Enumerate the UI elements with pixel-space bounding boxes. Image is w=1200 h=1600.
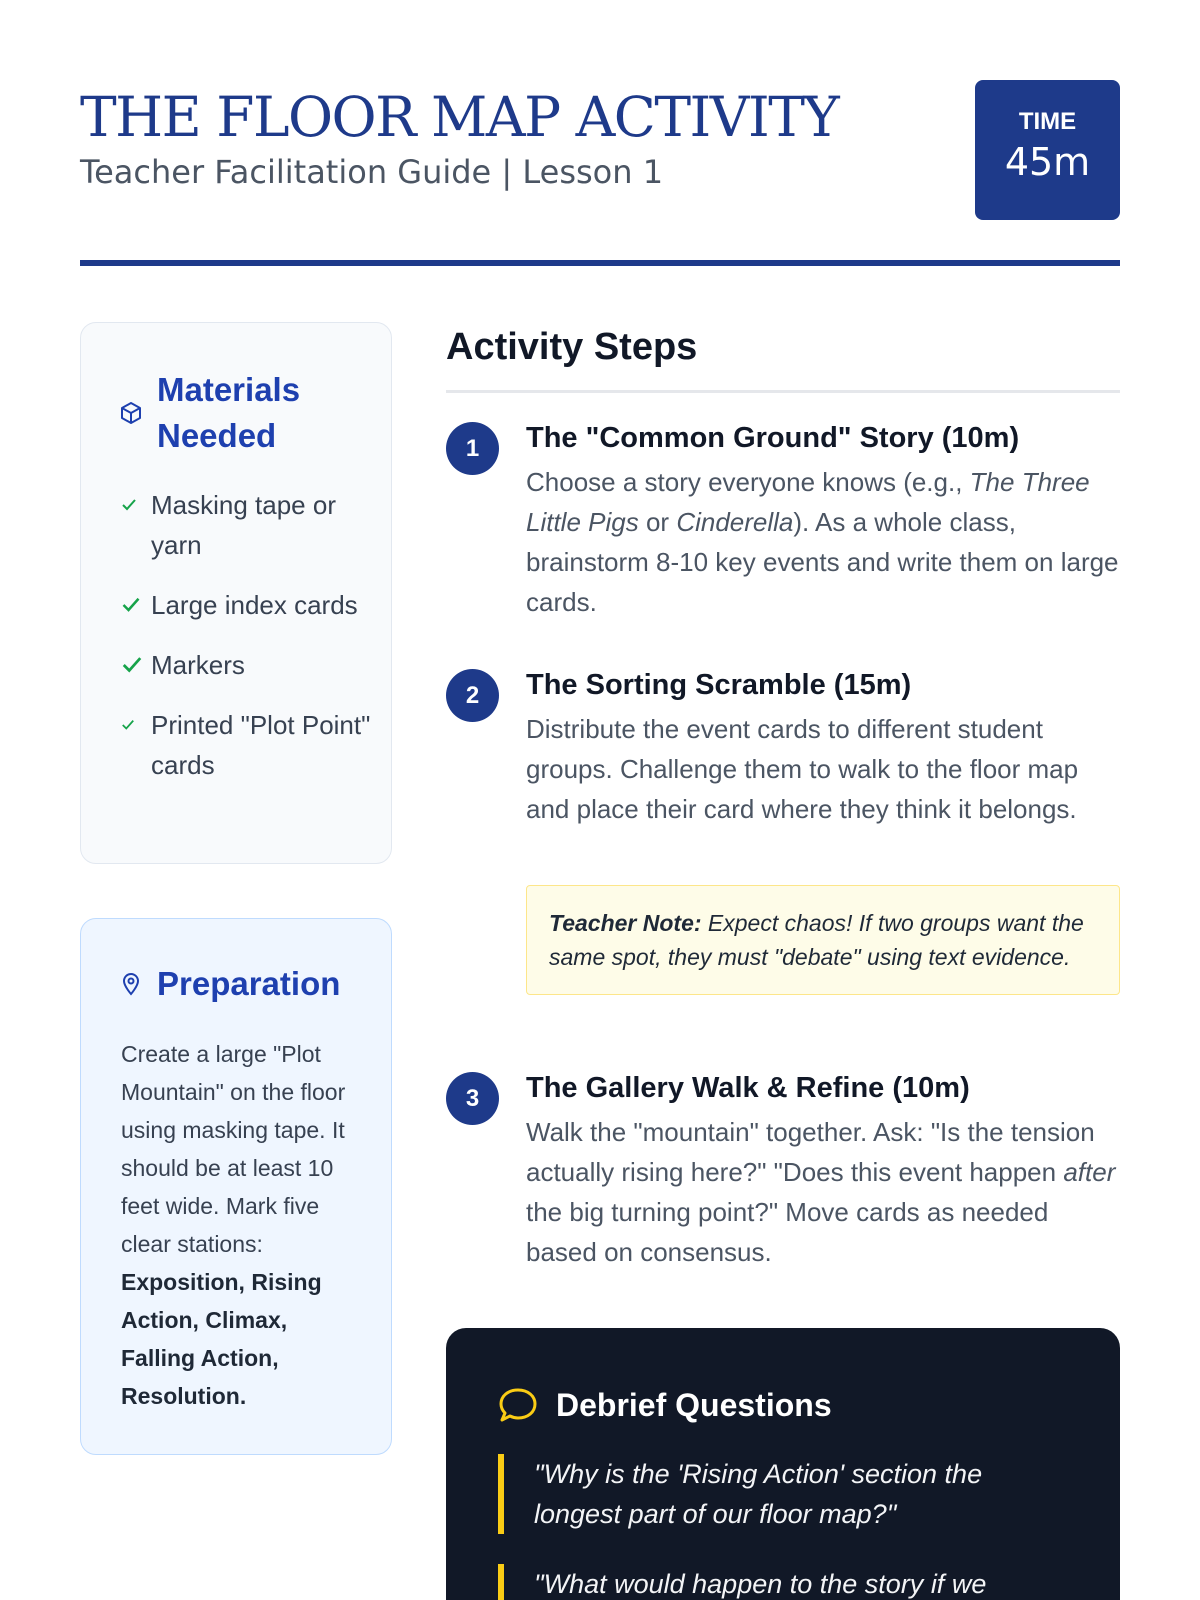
page-subtitle: Teacher Facilitation Guide | Lesson 1: [80, 153, 664, 191]
material-label: Printed "Plot Point" cards: [151, 710, 371, 780]
debrief-card: [446, 1328, 1120, 1600]
material-label: Large index cards: [151, 590, 358, 620]
material-label: Markers: [151, 650, 245, 680]
preparation-heading: [119, 961, 340, 1007]
desc-part: Walk the "mountain" together. Ask: "Is the tension actually rising here?" "Does this event happen: [526, 1117, 1095, 1187]
step-number: 2: [446, 669, 499, 722]
desc-part: Choose a story everyone knows (e.g.,: [526, 467, 970, 497]
check-icon: [121, 654, 143, 676]
preparation-card: [80, 918, 392, 1455]
check-icon: [121, 497, 137, 513]
list-item: [121, 705, 371, 785]
desc-part: the big turning point?" Move cards as needed based on consensus.: [526, 1197, 1049, 1267]
activity-divider: [446, 390, 1120, 393]
speech-bubble-icon: [498, 1386, 538, 1424]
step-title: The Sorting Scramble (15m): [526, 669, 912, 701]
page-title: THE FLOOR MAP ACTIVITY: [80, 85, 839, 149]
preparation-text-lead: Create a large "Plot Mountain" on the floor using masking tape. It should be at least 10 feet wide. Mark five clear stations:: [121, 1041, 346, 1257]
preparation-title: Preparation: [157, 965, 341, 1002]
header-divider: [80, 260, 1120, 266]
materials-title: Materials Needed: [157, 371, 301, 454]
step-number: 3: [446, 1072, 499, 1125]
preparation-stations: Exposition, Rising Action, Climax, Falling Action, Resolution.: [121, 1269, 322, 1409]
step-number: 1: [446, 422, 499, 475]
map-pin-icon: [119, 972, 143, 996]
list-item: [121, 585, 371, 625]
step-title: The Gallery Walk & Refine (10m): [526, 1072, 970, 1104]
teacher-note: [526, 885, 1120, 995]
preparation-text: [121, 1035, 361, 1415]
debrief-title: Debrief Questions: [556, 1386, 832, 1423]
check-icon: [121, 595, 141, 615]
desc-part: or: [638, 507, 677, 537]
step-body: [526, 1068, 1120, 1272]
story-title: Cinderella: [676, 507, 794, 537]
list-item: [121, 485, 371, 565]
activity-section: [446, 322, 1120, 1267]
time-badge: [975, 80, 1120, 220]
cube-icon: [119, 401, 143, 425]
note-text: Expect chaos! If two groups want the same spot, they must "debate" using text evidence.: [549, 910, 1084, 970]
debrief-question: "What would happen to the story if we: [498, 1564, 1058, 1600]
check-icon: [121, 718, 135, 732]
step-description: [526, 1112, 1120, 1272]
note-label: Teacher Note:: [549, 910, 702, 936]
materials-heading: [119, 367, 337, 459]
debrief-question: "Why is the 'Rising Action' section the longest part of our floor map?": [498, 1454, 1058, 1534]
story-title: The Three Little Pigs: [526, 467, 1090, 537]
desc-emphasis: after: [1063, 1157, 1116, 1187]
step-body: [526, 665, 1120, 829]
list-item: [121, 645, 371, 685]
material-label: Masking tape or yarn: [151, 490, 336, 560]
materials-list: [121, 485, 371, 805]
page-header: [80, 80, 1120, 220]
step-body: [526, 418, 1120, 622]
time-value: 45m: [1004, 140, 1091, 184]
step-description: [526, 462, 1120, 622]
step-description: Distribute the event cards to different student groups. Challenge them to walk to the floor map and place their card where they think it belongs.: [526, 714, 1079, 824]
time-label: TIME: [1018, 108, 1077, 135]
debrief-heading: [498, 1386, 832, 1424]
desc-part: ). As a whole class, brainstorm 8-10 key events and write them on large cards.: [526, 507, 1119, 617]
step-title: The "Common Ground" Story (10m): [526, 422, 1020, 454]
activity-title: Activity Steps: [446, 326, 698, 368]
materials-card: [80, 322, 392, 864]
